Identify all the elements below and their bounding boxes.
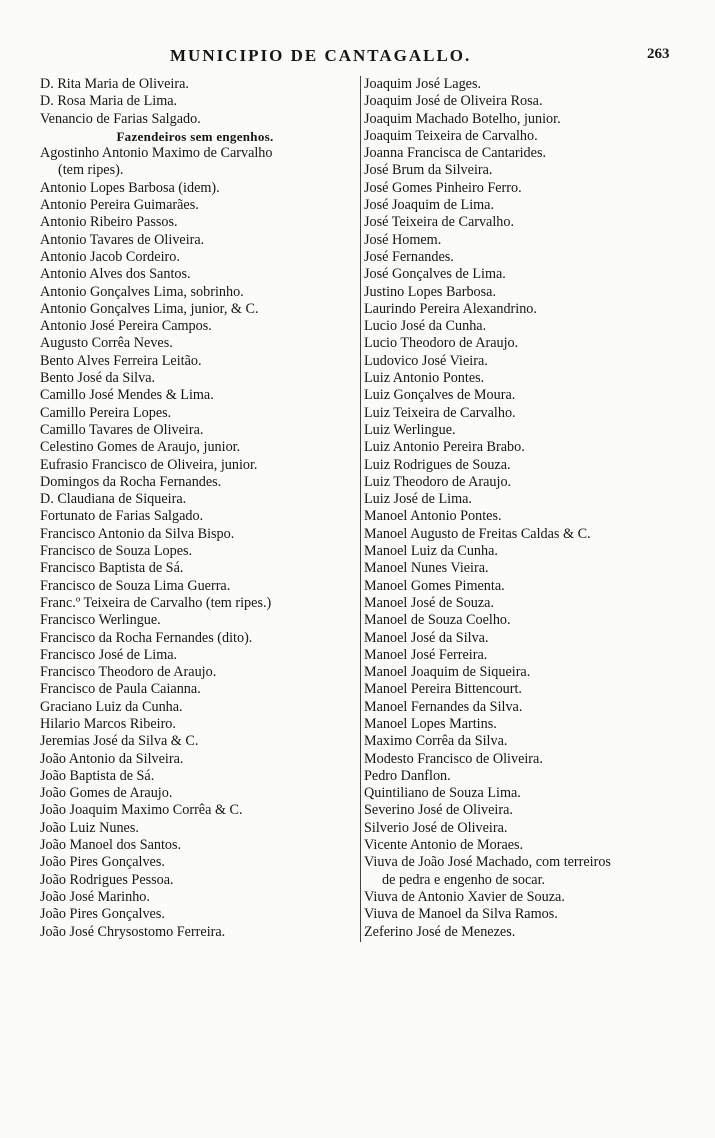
page-title: MUNICIPIO DE CANTAGALLO. <box>170 46 472 65</box>
list-item: Graciano Luiz da Cunha. <box>40 698 183 715</box>
list-item: Antonio Jacob Cordeiro. <box>40 248 180 265</box>
list-item: Manoel José Ferreira. <box>364 646 488 663</box>
list-item: Luiz Teixeira de Carvalho. <box>364 404 516 421</box>
list-item: Luiz Antonio Pereira Brabo. <box>364 439 525 456</box>
list-item: João Baptista de Sá. <box>40 767 155 784</box>
list-item: João José Chrysostomo Ferreira. <box>40 923 226 940</box>
list-item: Camillo José Mendes & Lima. <box>40 387 214 404</box>
list-item: João Manoel dos Santos. <box>40 837 182 854</box>
list-item: Luiz Gonçalves de Moura. <box>364 387 516 404</box>
list-item: José Teixeira de Carvalho. <box>364 214 515 231</box>
list-item: Manoel Fernandes da Silva. <box>364 698 523 715</box>
list-item: José Homem. <box>364 231 442 248</box>
list-item: Francisco Theodoro de Araujo. <box>40 664 217 681</box>
list-item: Manoel José da Silva. <box>364 629 489 646</box>
list-item: Justino Lopes Barbosa. <box>364 283 497 300</box>
list-item-continuation: de pedra e engenho de socar. <box>382 871 546 888</box>
list-item: Domingos da Rocha Fernandes. <box>40 473 222 490</box>
list-item: D. Rita Maria de Oliveira. <box>40 76 189 92</box>
list-item: D. Rosa Maria de Lima. <box>40 93 178 110</box>
list-item: Manoel Lopes Martins. <box>364 715 497 732</box>
list-item: Francisco Antonio da Silva Bispo. <box>40 525 235 542</box>
list-item: Quintiliano de Souza Lima. <box>364 785 521 802</box>
list-item: Fortunato de Farias Salgado. <box>40 508 204 525</box>
list-item: Manoel de Souza Coelho. <box>364 612 511 629</box>
list-item: Bento Alves Ferreira Leitão. <box>40 352 202 369</box>
list-item: Francisco da Rocha Fernandes (dito). <box>40 629 253 646</box>
list-item: Viuva de João José Machado, com terreiros <box>364 854 611 871</box>
list-item: João José Marinho. <box>40 888 150 905</box>
list-item: Venancio de Farias Salgado. <box>40 110 201 127</box>
list-item: Manoel Joaquim de Siqueira. <box>364 664 531 681</box>
list-item: Laurindo Pereira Alexandrino. <box>364 300 537 317</box>
list-item: Eufrasio Francisco de Oliveira, junior. <box>40 456 258 473</box>
list-item: José Gonçalves de Lima. <box>364 266 506 283</box>
list-item: José Fernandes. <box>364 248 454 265</box>
list-item: Viuva de Antonio Xavier de Souza. <box>364 888 565 905</box>
list-item: José Gomes Pinheiro Ferro. <box>364 179 522 196</box>
left-column <box>40 76 358 941</box>
list-item: Camillo Tavares de Oliveira. <box>40 421 204 438</box>
list-item: Francisco de Paula Caianna. <box>40 681 201 698</box>
list-item: João Joaquim Maximo Corrêa & C. <box>40 802 243 819</box>
list-item: Manoel Pereira Bittencourt. <box>364 681 522 698</box>
list-item: Celestino Gomes de Araujo, junior. <box>40 439 241 456</box>
list-item: Maximo Corrêa da Silva. <box>364 733 508 750</box>
list-item: Joaquim José de Oliveira Rosa. <box>364 93 543 110</box>
list-item: Antonio Pereira Guimarães. <box>40 197 199 214</box>
list-item: Antonio José Pereira Campos. <box>40 318 212 335</box>
list-item: Hilario Marcos Ribeiro. <box>40 715 176 732</box>
list-item: João Luiz Nunes. <box>40 819 139 836</box>
list-item: Jeremias José da Silva & C. <box>40 733 199 750</box>
list-item: Manoel José de Souza. <box>364 594 495 611</box>
list-item: Antonio Ribeiro Passos. <box>40 214 178 231</box>
list-item: Viuva de Manoel da Silva Ramos. <box>364 906 558 923</box>
list-item: Luiz Theodoro de Araujo. <box>364 473 512 490</box>
list-item: Joanna Francisca de Cantarides. <box>364 145 547 162</box>
list-item: Ludovico José Vieira. <box>364 352 488 369</box>
list-item: Augusto Corrêa Neves. <box>40 335 173 352</box>
list-item: José Brum da Silveira. <box>364 162 493 179</box>
list-item: Francisco Baptista de Sá. <box>40 560 184 577</box>
list-item: Pedro Danflon. <box>364 767 451 784</box>
list-item: João Pires Gonçalves. <box>40 854 165 871</box>
list-item: João Antonio da Silveira. <box>40 750 184 767</box>
list-item: Manoel Luiz da Cunha. <box>364 543 498 560</box>
list-item: Lucio Theodoro de Araujo. <box>364 335 519 352</box>
list-item: D. Claudiana de Siqueira. <box>40 491 187 508</box>
list-item: Vicente Antonio de Moraes. <box>364 837 524 854</box>
list-item: Antonio Alves dos Santos. <box>40 266 191 283</box>
list-item: Antonio Lopes Barbosa (idem). <box>40 179 220 196</box>
list-item: Joaquim Machado Botelho, junior. <box>364 110 561 127</box>
list-item: José Joaquim de Lima. <box>364 197 495 214</box>
list-item: Manoel Gomes Pimenta. <box>364 577 505 594</box>
list-item: Francisco de Souza Lima Guerra. <box>40 577 231 594</box>
list-item-continuation: (tem ripes). <box>58 162 124 179</box>
list-item: Francisco José de Lima. <box>40 646 178 663</box>
list-item: Camillo Pereira Lopes. <box>40 404 172 421</box>
list-item: Manoel Augusto de Freitas Caldas & C. <box>364 525 591 542</box>
list-item: Francisco Werlingue. <box>40 612 161 629</box>
list-item: Joaquim Teixeira de Carvalho. <box>364 127 538 144</box>
list-item: Manoel Antonio Pontes. <box>364 508 502 525</box>
section-heading: Fazendeiros sem engenhos. <box>116 128 274 144</box>
list-item: Joaquim José Lages. <box>364 76 482 92</box>
list-item: João Rodrigues Pessoa. <box>40 871 174 888</box>
list-item: Silverio José de Oliveira. <box>364 819 508 836</box>
list-item: João Gomes de Araujo. <box>40 785 173 802</box>
page-number: 263 <box>647 46 670 62</box>
list-item: Luiz Rodrigues de Souza. <box>364 456 511 473</box>
list-item: Bento José da Silva. <box>40 370 156 387</box>
right-column <box>360 76 689 942</box>
list-item: Antonio Tavares de Oliveira. <box>40 231 205 248</box>
list-item: Francisco de Souza Lopes. <box>40 543 193 560</box>
list-item: Luiz Antonio Pontes. <box>364 370 485 387</box>
list-item: Antonio Gonçalves Lima, sobrinho. <box>40 283 244 300</box>
list-item: Severino José de Oliveira. <box>364 802 513 819</box>
list-item: João Pires Gonçalves. <box>40 906 165 923</box>
page-header <box>0 46 715 66</box>
list-item: Antonio Gonçalves Lima, junior, & C. <box>40 300 259 317</box>
list-item: Franc.º Teixeira de Carvalho (tem ripes.) <box>40 594 272 611</box>
list-item: Lucio José da Cunha. <box>364 318 487 335</box>
list-item: Agostinho Antonio Maximo de Carvalho <box>40 145 273 162</box>
list-item: Manoel Nunes Vieira. <box>364 560 489 577</box>
list-item: Luiz Werlingue. <box>364 421 456 438</box>
list-item: Modesto Francisco de Oliveira. <box>364 750 543 767</box>
list-item: Luiz José de Lima. <box>364 491 472 508</box>
list-item: Zeferino José de Menezes. <box>364 923 516 940</box>
